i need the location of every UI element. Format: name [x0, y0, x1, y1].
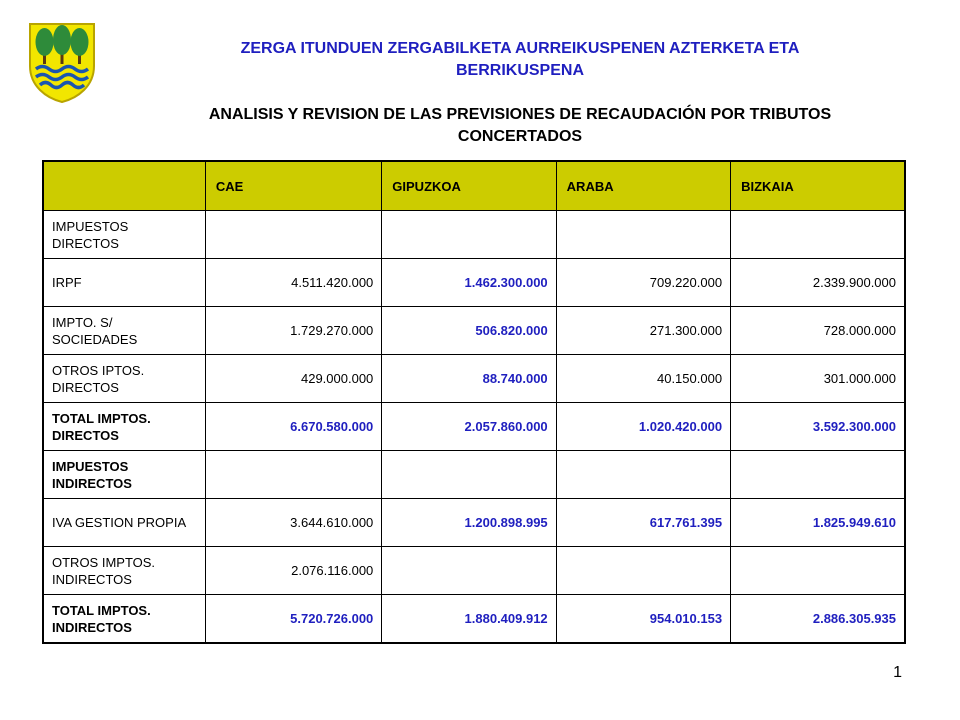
cell-cae — [205, 451, 381, 499]
cell-bizkaia — [731, 547, 905, 595]
table-header-row — [43, 161, 905, 211]
cell-bizkaia — [731, 211, 905, 259]
cell-araba — [556, 547, 730, 595]
cell-gipuzkoa — [382, 547, 556, 595]
table-row-total — [43, 595, 905, 644]
cell-bizkaia: 2.886.305.935 — [731, 595, 905, 644]
page-number: 1 — [893, 664, 902, 681]
cell-araba: 709.220.000 — [556, 259, 730, 307]
cell-cae: 429.000.000 — [205, 355, 381, 403]
cell-gipuzkoa: 506.820.000 — [382, 307, 556, 355]
table-row — [43, 547, 905, 595]
cell-araba: 954.010.153 — [556, 595, 730, 644]
table-row-total — [43, 403, 905, 451]
cell-araba: 271.300.000 — [556, 307, 730, 355]
cell-gipuzkoa: 1.200.898.995 — [382, 499, 556, 547]
table-row — [43, 355, 905, 403]
cell-gipuzkoa: 88.740.000 — [382, 355, 556, 403]
table-row — [43, 211, 905, 259]
cell-cae: 5.720.726.000 — [205, 595, 381, 644]
column-header-empty — [43, 161, 205, 211]
column-header-cae: CAE — [205, 161, 381, 211]
cell-gipuzkoa: 2.057.860.000 — [382, 403, 556, 451]
row-label: IVA GESTION PROPIA — [43, 499, 205, 547]
cell-gipuzkoa: 1.880.409.912 — [382, 595, 556, 644]
cell-araba — [556, 211, 730, 259]
revenue-table — [42, 160, 906, 644]
row-label: OTROS IMPTOS. INDIRECTOS — [43, 547, 205, 595]
cell-bizkaia: 3.592.300.000 — [731, 403, 905, 451]
cell-bizkaia: 2.339.900.000 — [731, 259, 905, 307]
table-row — [43, 259, 905, 307]
cell-cae: 3.644.610.000 — [205, 499, 381, 547]
cell-cae: 1.729.270.000 — [205, 307, 381, 355]
title-spanish: ANALISIS Y REVISION DE LAS PREVISIONES DE RECAUDACIÓN POR TRIBUTOS CONCERTADOS — [208, 106, 832, 145]
cell-bizkaia: 1.825.949.610 — [731, 499, 905, 547]
row-label: TOTAL IMPTOS. INDIRECTOS — [43, 595, 205, 644]
cell-cae: 6.670.580.000 — [205, 403, 381, 451]
cell-gipuzkoa — [382, 211, 556, 259]
cell-araba: 1.020.420.000 — [556, 403, 730, 451]
cell-cae: 2.076.116.000 — [205, 547, 381, 595]
table-row — [43, 499, 905, 547]
cell-gipuzkoa — [382, 451, 556, 499]
row-label: IMPUESTOS DIRECTOS — [43, 211, 205, 259]
cell-bizkaia — [731, 451, 905, 499]
column-header-araba: ARABA — [556, 161, 730, 211]
cell-bizkaia: 728.000.000 — [731, 307, 905, 355]
column-header-gipuzkoa: GIPUZKOA — [382, 161, 556, 211]
title-basque: ZERGA ITUNDUEN ZERGABILKETA AURREIKUSPENEN AZTERKETA ETA BERRIKUSPENA — [240, 40, 800, 79]
cell-cae: 4.511.420.000 — [205, 259, 381, 307]
cell-araba — [556, 451, 730, 499]
cell-gipuzkoa: 1.462.300.000 — [382, 259, 556, 307]
row-label: IMPUESTOS INDIRECTOS — [43, 451, 205, 499]
row-label: OTROS IPTOS. DIRECTOS — [43, 355, 205, 403]
row-label: TOTAL IMPTOS. DIRECTOS — [43, 403, 205, 451]
cell-bizkaia: 301.000.000 — [731, 355, 905, 403]
row-label: IRPF — [43, 259, 205, 307]
cell-araba: 40.150.000 — [556, 355, 730, 403]
column-header-bizkaia: BIZKAIA — [731, 161, 905, 211]
table-row — [43, 307, 905, 355]
cell-cae — [205, 211, 381, 259]
gipuzkoa-shield-icon — [26, 20, 98, 104]
row-label: IMPTO. S/ SOCIEDADES — [43, 307, 205, 355]
table-row — [43, 451, 905, 499]
cell-araba: 617.761.395 — [556, 499, 730, 547]
